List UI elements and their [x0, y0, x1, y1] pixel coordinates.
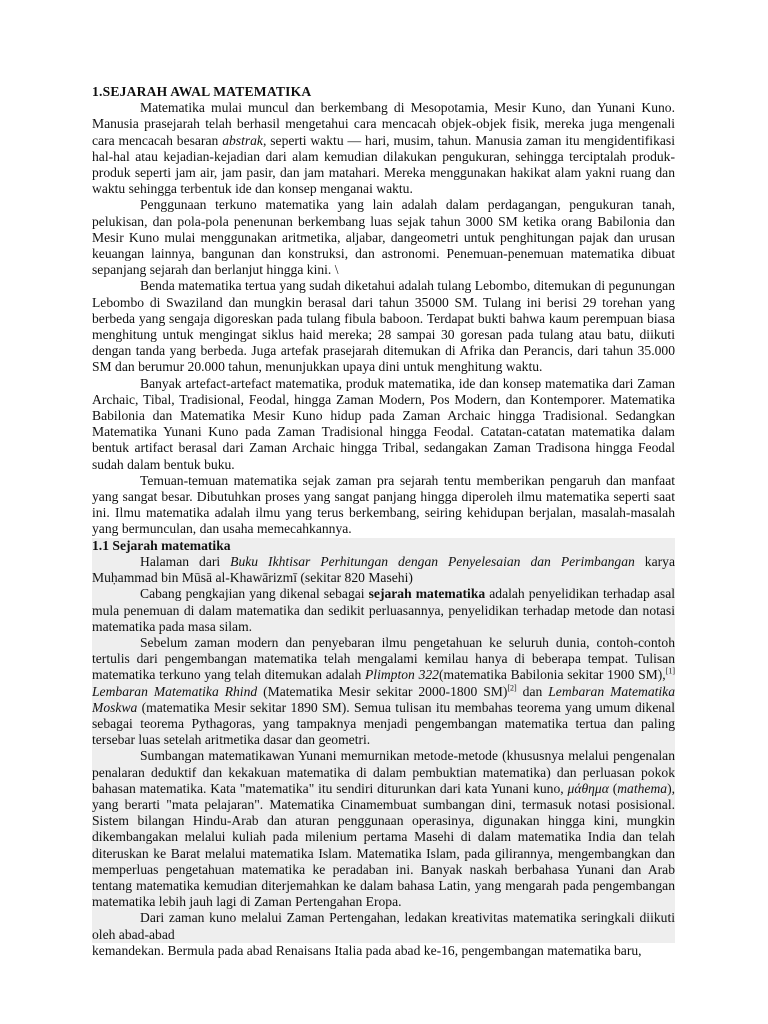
moskwa-link[interactable]: Lembaran Matematika Moskwa	[92, 683, 675, 715]
text-run: , seperti waktu — hari, musim, tahun. Manusia zaman itu mengidentifikasi hal-hal atau kejadian-kejadian dari alam kemudian dilakukan pengukuran, sehingga terciptalah produk-produk seperti jam air, jam pasir, dan jam matahari. Mereka menggunakan hakikat alam yakni ruang dan waktu sehingga terbentuk ide dan konsep menganai waktu.	[92, 132, 675, 197]
text-run: Halaman dari	[140, 553, 231, 569]
paragraph-intro-2: Penggunaan terkuno matematika yang lain adalah dalam perdagangan, pengukuran tanah, pelukisan, dan pola-pola penenunan berkembang luas sejak tahun 3000 SM ketika orang Babilonia dan Mesir Kuno mulai menggunakan aritmetika, aljabar, dangeometri untuk penghitungan pajak dan urusan keuangan lainnya, bangunan dan konstruksi, dan astronomi. Penemuan-penemuan matematika dibuat sepanjang sejarah dan berlanjut hingga kini. \	[92, 197, 675, 278]
text-run: dan	[516, 683, 549, 699]
text-run: (	[608, 780, 618, 796]
text-run: (matematika Mesir sekitar 1890 SM). Semua tulisan itu membahas teorema yang umum dikenal sebagai teorema Pythagoras, yang tampaknya menjadi pengembangan matematika tertua dan paling tersebar luas setelah aritmetika dasar dan geometri.	[92, 699, 675, 748]
text-run: Sebelum zaman modern dan penyebaran ilmu pengetahuan ke seluruh dunia, contoh-contoh tertulis dari pengembangan matematika telah mengalami kemilau hanya di beberapa tempat. Tulisan matematika terkuno yang telah ditemukan adalah	[92, 634, 675, 683]
footnote-2-link[interactable]: [2]	[507, 682, 517, 692]
transliteration: mathema	[617, 780, 668, 796]
footnote-1-link[interactable]: [1]	[665, 666, 675, 676]
paragraph-renaissance: kemandekan. Bermula pada abad Renaisans Italia pada abad ke-16, pengembangan matematika baru,	[92, 942, 642, 958]
paragraph-early-writings	[92, 635, 675, 748]
paragraph-greek-contribution	[92, 748, 675, 910]
document-title: 1.SEJARAH AWAL MATEMATIKA	[92, 84, 312, 99]
paragraph-caption	[92, 554, 675, 586]
text-run: ), yang berarti "mata pelajaran". Matematika Cinamembuat sumbangan dini, termasuk notasi posisional. Sistem bilangan Hindu-Arab dan aturan penggunaan operasinya, digunakan hingga kini, mungkin dikembangakan melalui kuliah pada milenium pertama Masehi di dalam matematika India dan telah diteruskan ke Barat melalui matematika Islam. Matematika Islam, pada gilirannya, mengembangkan dan memperluas pengetahuan matematika ke peradaban ini. Banyak naskah berbahasa Yunani dan Arab tentang matematika kemudian diterjemahkan ke dalam bahasa Latin, yang mengarah pada pengembangan matematika lebih jauh lagi di Zaman Pertengahan Eropa.	[92, 780, 675, 910]
paragraph-intro-4: Banyak artefact-artefact matematika, produk matematika, ide dan konsep matematika dari Zaman Archaic, Tibal, Tradisional, Feodal, hingga Zaman Modern, Pos Modern, dan Kontemporer. Matematika Babilonia dan Matematika Mesir Kuno hidup pada Zaman Archaic hingga Tradisional. Sedangkan Matematika Yunani Kuno pada Zaman Tradisional hingga Feodal. Catatan-catatan matematika dalam bentuk artifact berasal dari Zaman Archaic hingga Tribal, sedangakan Zaman Tradisona hingga Feodal sudah dalam bentuk buku.	[92, 375, 675, 472]
paragraph-intro-1	[92, 100, 675, 197]
paragraph-intro-3: Benda matematika tertua yang sudah diketahui adalah tulang Lebombo, ditemukan di pegunungan Lebombo di Swaziland dan mungkin berasal dari tahun 35000 SM. Tulang ini berisi 29 torehan yang berbeda yang sengaja digoreskan pada tulang fibula baboon. Terdapat bukti bahwa kaum perempuan biasa menghitung untuk mengingat siklus haid mereka; 28 sampai 30 goresan pada tulang atau batu, diikuti dengan tanda yang berbeda. Juga artefak prasejarah ditemukan di Afrika dan Perancis, dari tahun 35.000 SM dan berumur 20.000 tahun, menunjukkan upaya dini untuk menghitung waktu.	[92, 278, 675, 375]
text-run: karya Muḥammad bin Mūsā al-Khawārizmī (sekitar 820 Masehi)	[92, 553, 675, 586]
section-1-1	[92, 538, 675, 943]
paragraph-middle-ages: Dari zaman kuno melalui Zaman Pertengahan, ledakan kreativitas matematika seringkali diikuti oleh abad-abad	[92, 910, 675, 942]
text-run: Matematika mulai muncul dan berkembang di Mesopotamia, Mesir Kuno, dan Yunani Kuno. Manusia prasejarah telah berhasil mengetahui cara mencacah objek-objek fisik, mereka juga mengenali cara mencacah besaran	[92, 100, 675, 148]
paragraph-definition	[92, 586, 675, 635]
section-heading: 1.1 Sejarah matematika	[92, 537, 231, 553]
document-page	[92, 84, 675, 959]
text-run: Sumbangan matematikawan Yunani memurnikan metode-metode (khususnya melalui pengenalan penalaran deduktif dan kekakuan matematika di dalam pembuktian matematika) dan perluasan pokok bahasan matematika. Kata "matematika" itu sendiri diturunkan dari kata Yunani kuno,	[92, 748, 675, 796]
greek-word: μάθημα	[567, 780, 609, 796]
book-title-link[interactable]: Buku Ikhtisar Perhitungan dengan Penyelesaian dan Perimbangan	[230, 553, 635, 569]
plimpton-link[interactable]: Plimpton 322	[365, 667, 439, 683]
text-run: Cabang pengkajian yang dikenal sebagai	[140, 586, 369, 602]
text-run: (matematika Babilonia sekitar 1900 SM),	[438, 667, 666, 683]
bold-term: sejarah matematika	[368, 586, 486, 602]
text-run: adalah penyelidikan terhadap asal mula penemuan di dalam matematika dan sedikit perluasannya, penyelidikan terhadap metode dan notasi matematika pada masa silam.	[92, 586, 675, 634]
text-run: (Matematika Mesir sekitar 2000-1800 SM)	[257, 683, 508, 699]
italic-term: abstrak	[222, 132, 263, 148]
paragraph-intro-5: Temuan-temuan matematika sejak zaman pra sejarah tentu memberikan pengaruh dan manfaat yang sangat besar. Dibutuhkan proses yang sangat panjang hingga diperoleh ilmu matematika seperti saat ini. Ilmu matematika adalah ilmu yang terus berkembang, seiring kehidupan berjalan, masalah-masalah yang bermunculan, dan usaha memecahkannya.	[92, 472, 675, 537]
rhind-link[interactable]: Lembaran Matematika Rhind	[92, 683, 258, 699]
